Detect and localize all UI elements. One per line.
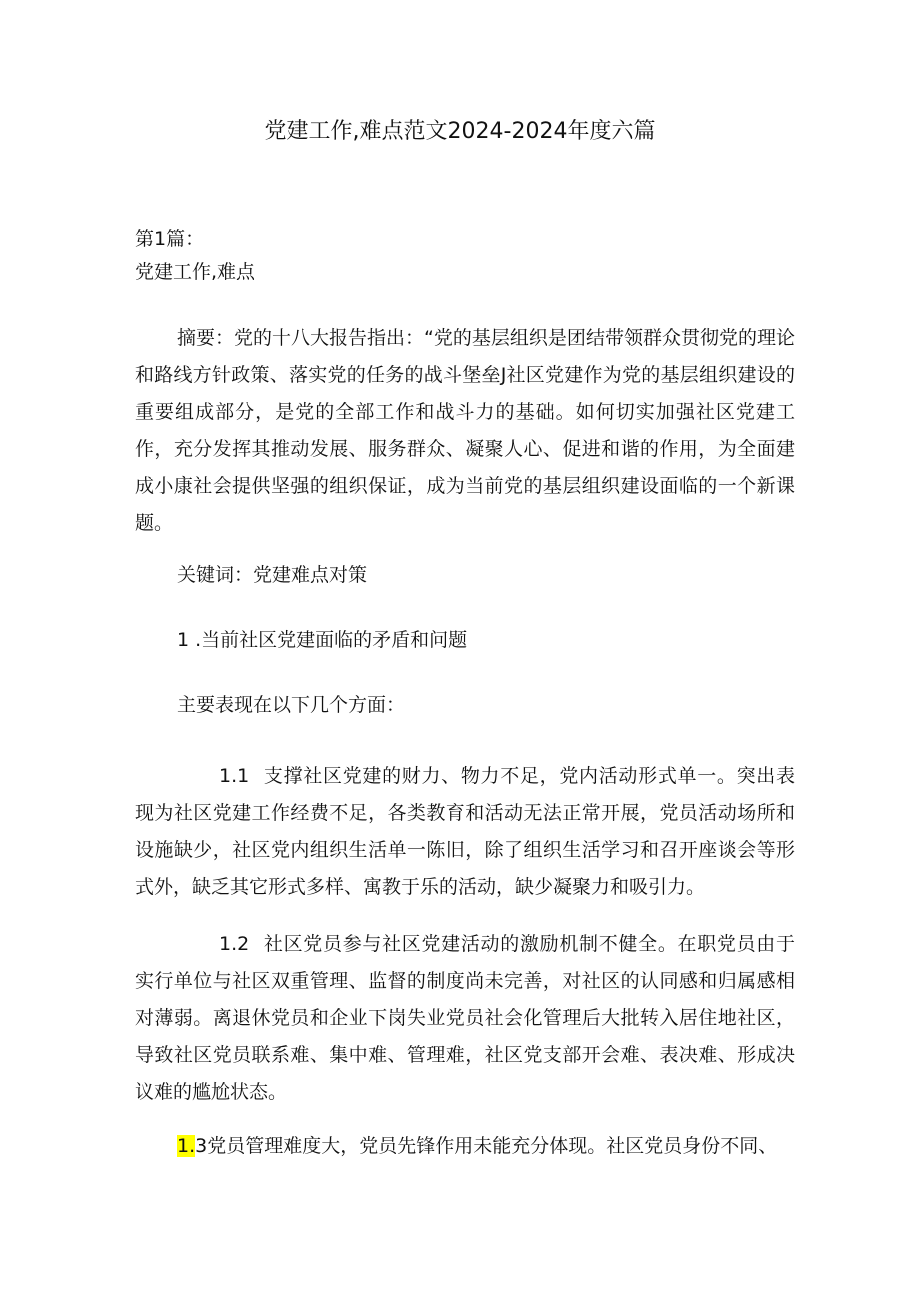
item-3-paragraph (135, 1128, 795, 1165)
item-3-number-rest: 3 (195, 1135, 208, 1157)
item-2-text: 社区党员参与社区党建活动的激励机制不健全。在职党员由于实行单位与社区双重管理、监督的制度尚未完善，对社区的认同感和归属感相对薄弱。离退休党员和企业下岗失业党员社会化管理后大批转入居住地社区，导致社区党员联系难、集中难、管理难，社区党支部开会难、表决难、形成决议难的尴尬状态。 (135, 933, 795, 1103)
keywords-line: 关键词：党建难点对策 (177, 564, 368, 586)
item-3-number-highlight: 1. (177, 1135, 196, 1157)
abstract-paragraph (135, 320, 795, 542)
item-1-paragraph (135, 758, 795, 906)
item-1-number: 1.1 (219, 765, 250, 787)
item-1-text: 支撑社区党建的财力、物力不足，党内活动形式单一。突出表现为社区党建工作经费不足，各类教育和活动无法正常开展，党员活动场所和设施缺少，社区党内组织生活单一陈旧，除了组织生活学习和召开座谈会等形式外，缺乏其它形式多样、寓教于乐的活动，缺少凝聚力和吸引力。 (135, 765, 795, 898)
item-2-number: 1.2 (219, 933, 250, 955)
item-3-text: 党员管理难度大，党员先锋作用未能充分体现。社区党员身份不同、 (207, 1135, 778, 1157)
item-2-paragraph (135, 926, 795, 1111)
section-heading: 1 .当前社区党建面临的矛盾和问题 (177, 629, 468, 651)
document-title: 党建工作,难点范文2024-2024年度六篇 (264, 119, 656, 144)
part-label: 第1篇： (135, 228, 205, 250)
intro-line: 主要表现在以下几个方面： (177, 694, 406, 716)
part-title: 党建工作,难点 (135, 261, 256, 283)
abstract-text: 摘要：党的十八大报告指出：“党的基层组织是团结带领群众贯彻党的理论和路线方针政策、落实党的任务的战斗堡垒J社区党建作为党的基层组织建设的重要组成部分，是党的全部工作和战斗力的基础。如何切实加强社区党建工作，充分发挥其推动发展、服务群众、凝聚人心、促进和谐的作用，为全面建成小康社会提供坚强的组织保证，成为当前党的基层组织建设面临的一个新课题。 (135, 327, 795, 534)
